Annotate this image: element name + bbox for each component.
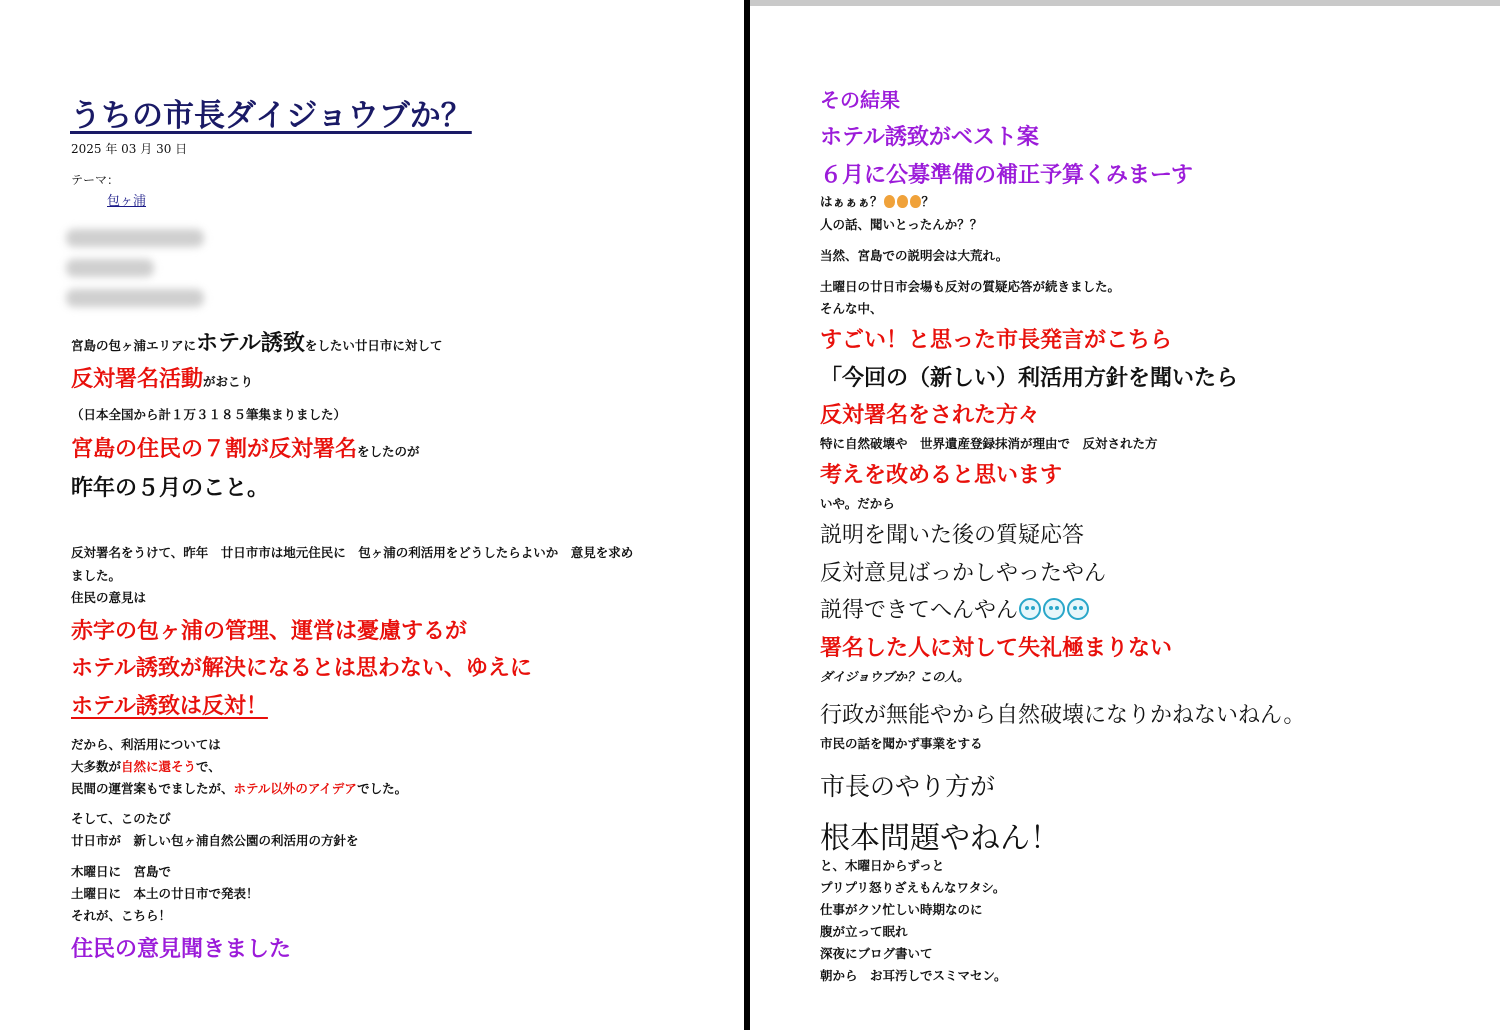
- text-line: 廿日市が 新しい包ヶ浦自然公園の利活用の方針を: [71, 833, 359, 848]
- blurred-line: [66, 289, 204, 307]
- text-line: と、木曜日からずっと: [820, 858, 945, 873]
- text-line: 反対署名をうけて、昨年 廿日市市は地元住民に 包ヶ浦の利活用をどうしたらよいか 意見を求め: [71, 545, 634, 560]
- text-line: 深夜にブログ書いて: [820, 946, 933, 961]
- left-page: [0, 0, 744, 1030]
- text-line: 説明を聞いた後の質疑応答: [820, 523, 1085, 548]
- highlight-line: 考えを改めると思います: [820, 462, 1063, 488]
- text-line: 仕事がクソ忙しい時期なのに: [820, 902, 983, 917]
- text-line: それが、こちら！: [71, 908, 172, 923]
- text-line: 「今回の（新しい）利活用方針を聞いたら: [820, 365, 1239, 391]
- blurred-line: [66, 229, 204, 247]
- highlight-line: 反対署名をされた方々: [820, 402, 1041, 428]
- text-line: 土曜日の廿日市会場も反対の質疑応答が続きました。: [820, 279, 1121, 294]
- text-line: ました。: [71, 568, 122, 583]
- text-line: 大多数が自然に還そうで、: [71, 759, 221, 774]
- text-line: （日本全国から計１万３１８５筆集まりました）: [71, 407, 347, 422]
- tearful-bear-emoji-icon: [1019, 598, 1041, 620]
- text-line: 当然、宮島での説明会は大荒れ。: [820, 248, 1009, 263]
- text-line: 説得できてへんやん: [820, 593, 1090, 624]
- text-line: いや。だから: [820, 496, 895, 511]
- text-line: 土曜日に 本土の廿日市で発表！: [71, 886, 259, 901]
- right-page: [750, 0, 1500, 1030]
- blurred-line: [66, 259, 154, 277]
- text-line: 民間の運営案もでましたが、ホテル以外のアイデアでした。: [71, 781, 408, 796]
- text-line: だから、利活用については: [71, 737, 221, 752]
- text-line: 住民の意見は: [71, 590, 147, 605]
- ear-emoji-icon: [910, 195, 921, 208]
- text-line: 宮島の包ヶ浦エリアにホテル誘致をしたい廿日市に対して: [71, 330, 443, 356]
- highlight-line: その結果: [820, 88, 900, 112]
- article-title[interactable]: うちの市長ダイジョウブか？: [70, 98, 472, 134]
- tearful-bear-emoji-icon: [1067, 598, 1089, 620]
- theme-link[interactable]: 包ヶ浦: [107, 194, 147, 209]
- ear-emoji-icon: [897, 195, 908, 208]
- highlight-line: 住民の意見聞きました: [71, 936, 292, 962]
- text-line: 市長のやり方が: [820, 772, 996, 801]
- text-line: 昨年の５月のこと。: [71, 475, 270, 501]
- post-date: 2025 年 03 月 30 日: [71, 142, 188, 156]
- text-line: 腹が立って眠れ: [820, 924, 908, 939]
- text-line: 根本問題やねん！: [820, 821, 1060, 856]
- highlight-line: 赤字の包ヶ浦の管理、運営は憂慮するが: [71, 618, 468, 644]
- theme-label: テーマ：: [71, 173, 120, 187]
- text-line: 市民の話を聞かず事業をする: [820, 736, 983, 751]
- highlight-line: すごい！と思った市長発言がこちら: [820, 327, 1173, 353]
- text-line: 反対意見ばっかしやったやん: [820, 561, 1107, 586]
- tearful-bear-emoji-icon: [1043, 598, 1065, 620]
- text-line: 宮島の住民の７割が反対署名をしたのが: [71, 436, 420, 462]
- text-line: 朝から お耳汚しでスミマセン。: [820, 968, 1007, 983]
- text-line: プリプリ怒りざえもんなワタシ。: [820, 880, 1006, 895]
- text-line: 特に自然破壊や 世界遺産登録抹消が理由で 反対された方: [820, 436, 1158, 451]
- highlight-line: ホテル誘致は反対！: [71, 693, 268, 719]
- highlight-line: ホテル誘致がベスト案: [820, 124, 1039, 150]
- text-line: 木曜日に 宮島で: [71, 864, 172, 879]
- text-line: 行政が無能やから自然破壊になりかねないねん。: [820, 703, 1306, 728]
- highlight-line: 署名した人に対して失礼極まりない: [820, 635, 1173, 661]
- highlight-line: ６月に公募準備の補正予算くみまーす: [820, 162, 1193, 188]
- text-line: 人の話、聞いとったんか？？: [820, 217, 983, 232]
- highlight-line: ホテル誘致が解決になるとは思わない、ゆえに: [71, 655, 532, 681]
- text-line: そして、このたび: [71, 811, 171, 826]
- text-line: ダイジョウブか？この人。: [820, 669, 970, 684]
- ear-emoji-icon: [884, 195, 895, 208]
- text-line: そんな中、: [820, 301, 883, 316]
- text-line: 反対署名活動がおこり: [71, 366, 254, 392]
- text-line: はぁぁぁ？ ？: [820, 194, 935, 209]
